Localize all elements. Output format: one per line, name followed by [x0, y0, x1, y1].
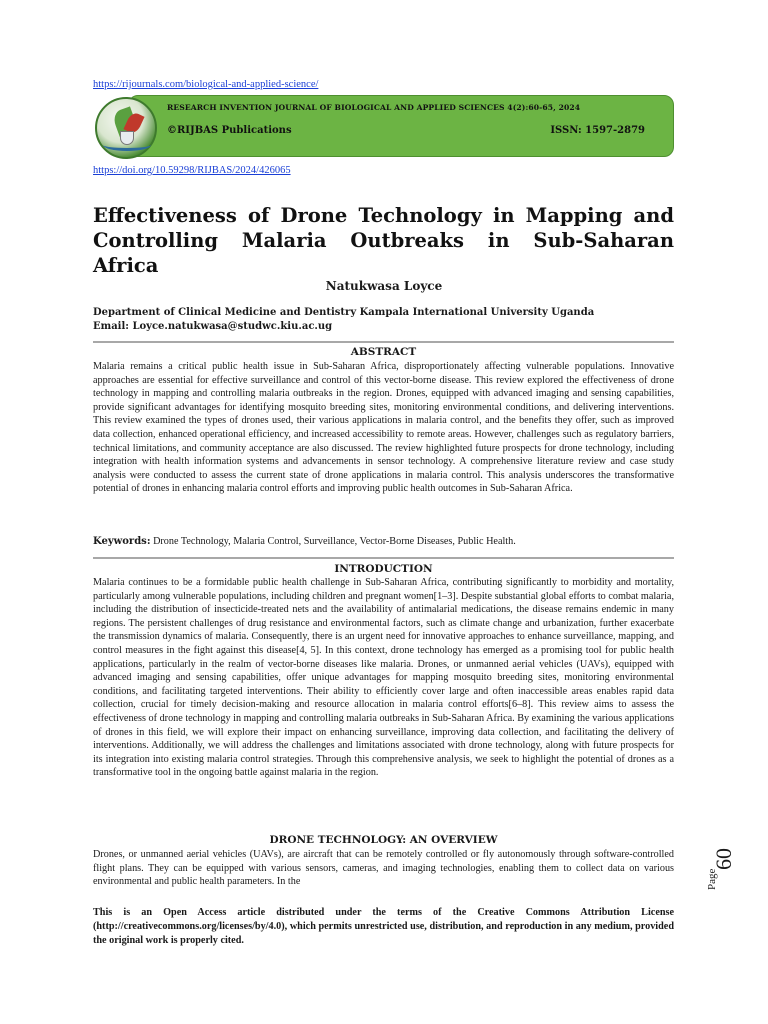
divider [93, 341, 674, 343]
overview-text: Drones, or unmanned aerial vehicles (UAVs), are aircraft that can be remotely controlled or fly autonomously through software-controlled flight plans. They can be equipped with various sensors, cameras, and imaging technologies, enabling them to collect data on various environmental and public health parameters. In the [93, 849, 674, 888]
abstract-heading: ABSTRACT [350, 346, 417, 358]
license-notice: This is an Open Access article distributed under the terms of the Creative Commons Attribution License (http://creativecommons.org/licenses/by/4.0), which permits unrestricted use, distribution, and reproduction in any medium, provided the original work is properly cited. [93, 907, 674, 946]
introduction-text: Malaria continues to be a formidable public health challenge in Sub-Saharan Africa, contributing significantly to morbidity and mortality, particularly among vulnerable populations, including children and pregnant women[1–3]. Despite substantial global efforts to combat malaria, including the distribution of insecticide-treated nets and the availability of antimalarial medications, the disease remains endemic in many regions. The persistent challenges of drug resistance and environmental factors, such as climate change and urbanization, further exacerbate the transmission dynamics of malaria. Consequently, there is an urgent need for innovative approaches to enhance surveillance, mapping, and control measures in the fight against this disease[4, 5]. In this context, drone technology has emerged as a promising tool for public health applications, particularly in the realm of vector-borne diseases like malaria. Drones, or unmanned aerial vehicles (UAVs), equipped with advanced imaging and sensing capabilities, offer unique advantages for mapping mosquito breeding sites, monitoring environmental conditions, and facilitating targeted interventions. Their ability to efficiently cover large and often inaccessible areas enables rapid data collection, crucial for timely decision-making and resource allocation in malaria control efforts[6–8]. This review aims to assess the effectiveness of drone technology in mapping and controlling malaria outbreaks in Sub-Saharan Africa. By examining the various applications of drones in this field, we will explore their impact on enhancing surveillance, improving data collection, and facilitating the delivery of interventions. Additionally, we will address the challenges and limitations associated with drone technology, along with future prospects for its integration into existing malaria control strategies. Through this comprehensive analysis, we seek to highlight the potential of drones as a transformative tool in the ongoing battle against malaria in the region. [93, 577, 674, 779]
page-word: Page [706, 868, 718, 890]
divider [93, 557, 674, 559]
abstract-text: Malaria remains a critical public health issue in Sub-Saharan Africa, disproportionately affecting vulnerable populations. Innovative approaches are essential for effective surveillance and control of this vector-borne disease. This review explored the effectiveness of drone technology in mapping and controlling malaria outbreaks in the region. Drones, equipped with advanced imaging and sensing capabilities, provide significant advantages for identifying mosquito breeding sites, monitoring environmental conditions, and delivering interventions. This review examined the types of drones used, their various applications in malaria control, and the benefits they offer, such as improved data collection, enhanced operational efficiency, and increased accessibility to remote areas. However, challenges such as regulatory barriers, technical limitations, and community acceptance are also discussed. The review highlighted future prospects for drone technology, including integration with health information systems and advancements in sensor technology. A comprehensive literature review and case study analysis were conducted to assess the current state of drone applications in malaria control. This analysis underscores the transformative potential of drones in enhancing malaria control efforts and improving public health outcomes in Sub-Saharan Africa. [93, 361, 674, 495]
keywords-list: Drone Technology, Malaria Control, Surveillance, Vector-Borne Diseases, Public Health. [150, 536, 516, 547]
banner-issn: ISSN: 1597-2879 [550, 125, 645, 136]
author-name: Natukwasa Loyce [325, 279, 443, 293]
article-title: Effectiveness of Drone Technology in Mapping and Controlling Malaria Outbreaks in Sub-Saharan Africa [93, 204, 674, 277]
page-number [700, 833, 750, 893]
author-email: Email: Loyce.natukwasa@studwc.kiu.ac.ug [93, 321, 333, 332]
banner-publisher: ©RIJBAS Publications [167, 125, 292, 136]
journal-logo-icon [95, 97, 157, 159]
introduction-heading: INTRODUCTION [334, 563, 433, 575]
doi-link[interactable]: https://doi.org/10.59298/RIJBAS/2024/426065 [93, 165, 291, 176]
keywords-label: Keywords: [93, 536, 151, 547]
affiliation: Department of Clinical Medicine and Dentistry Kampala International University Uganda [93, 307, 595, 318]
page-number-value: 60 [711, 848, 736, 870]
journal-url-link[interactable]: https://rijournals.com/biological-and-applied-science/ [93, 79, 319, 90]
keywords-line [93, 536, 674, 547]
author-affiliation-block [93, 306, 594, 334]
journal-banner [128, 95, 674, 157]
overview-heading: DRONE TECHNOLOGY: AN OVERVIEW [269, 834, 498, 846]
banner-journal-title: RESEARCH INVENTION JOURNAL OF BIOLOGICAL AND APPLIED SCIENCES 4(2):60-65, 2024 [167, 103, 581, 112]
